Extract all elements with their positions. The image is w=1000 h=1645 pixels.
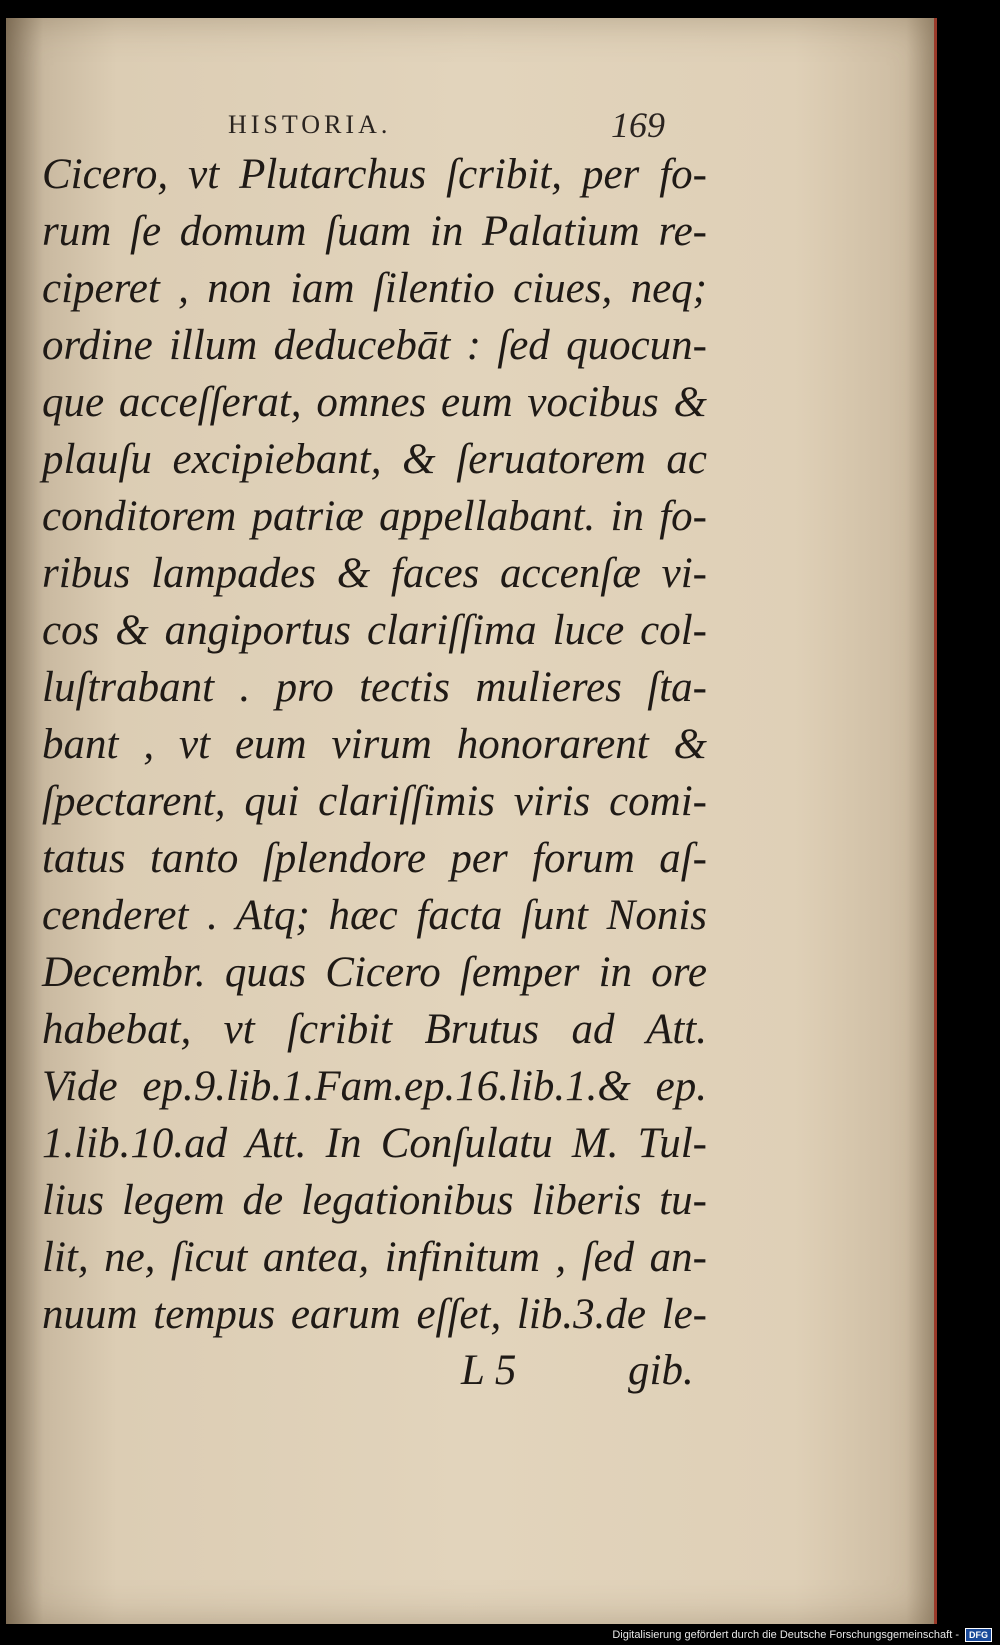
text-line: nuum tempus earum eſſet, lib.3.de le- bbox=[42, 1291, 707, 1338]
text-line: ordine illum deducebāt : ſed quocun- bbox=[42, 322, 707, 369]
text-line: ribus lampades & faces accenſæ vi- bbox=[42, 550, 707, 597]
text-line: luſtrabant . pro tectis mulieres ſta- bbox=[42, 664, 707, 711]
signature-mark: L 5 bbox=[461, 1347, 517, 1394]
text-line: rum ſe domum ſuam in Palatium re- bbox=[42, 208, 707, 255]
text-line: habebat, vt ſcribit Brutus ad Att. bbox=[42, 1006, 707, 1053]
funding-note: Digitalisierung gefördert durch die Deutsche Forschungsgemeinschaft - bbox=[612, 1629, 959, 1641]
text-line: tatus tanto ſplendore per forum aſ- bbox=[42, 835, 707, 882]
page-number: 169 bbox=[611, 105, 665, 145]
dfg-logo: DFG bbox=[965, 1628, 992, 1642]
page-header bbox=[6, 105, 934, 150]
text-line: plauſu excipiebant, & ſeruatorem ac bbox=[42, 436, 707, 483]
text-line: cos & angiportus clariſſima luce col- bbox=[42, 607, 707, 654]
text-line: conditorem patriæ appellabant. in fo- bbox=[42, 493, 707, 540]
text-line: que acceſſerat, omnes eum vocibus & bbox=[42, 379, 707, 426]
body-text bbox=[42, 146, 707, 1343]
catchword: gib. bbox=[628, 1347, 694, 1394]
text-line: cenderet . Atq; hæc facta ſunt Nonis bbox=[42, 892, 707, 939]
text-line: ciperet , non iam ſilentio ciues, neq; bbox=[42, 265, 707, 312]
text-line: ſpectarent, qui clariſſimis viris comi- bbox=[42, 778, 707, 825]
text-line: Cicero, vt Plutarchus ſcribit, per fo- bbox=[42, 151, 707, 198]
text-line: lius legem de legationibus liberis tu- bbox=[42, 1177, 707, 1224]
text-line: lit, ne, ſicut antea, infinitum , ſed an- bbox=[42, 1234, 707, 1281]
text-line: Vide ep.9.lib.1.Fam.ep.16.lib.1.& ep. bbox=[42, 1063, 707, 1110]
book-page bbox=[6, 18, 937, 1624]
running-head: HISTORIA. bbox=[228, 110, 392, 139]
digitization-footer bbox=[612, 1627, 992, 1643]
text-line: 1.lib.10.ad Att. In Conſulatu M. Tul- bbox=[42, 1120, 707, 1167]
text-line: Decembr. quas Cicero ſemper in ore bbox=[42, 949, 707, 996]
signature-line bbox=[6, 1346, 934, 1406]
text-line: bant , vt eum virum honorarent & bbox=[42, 721, 707, 768]
